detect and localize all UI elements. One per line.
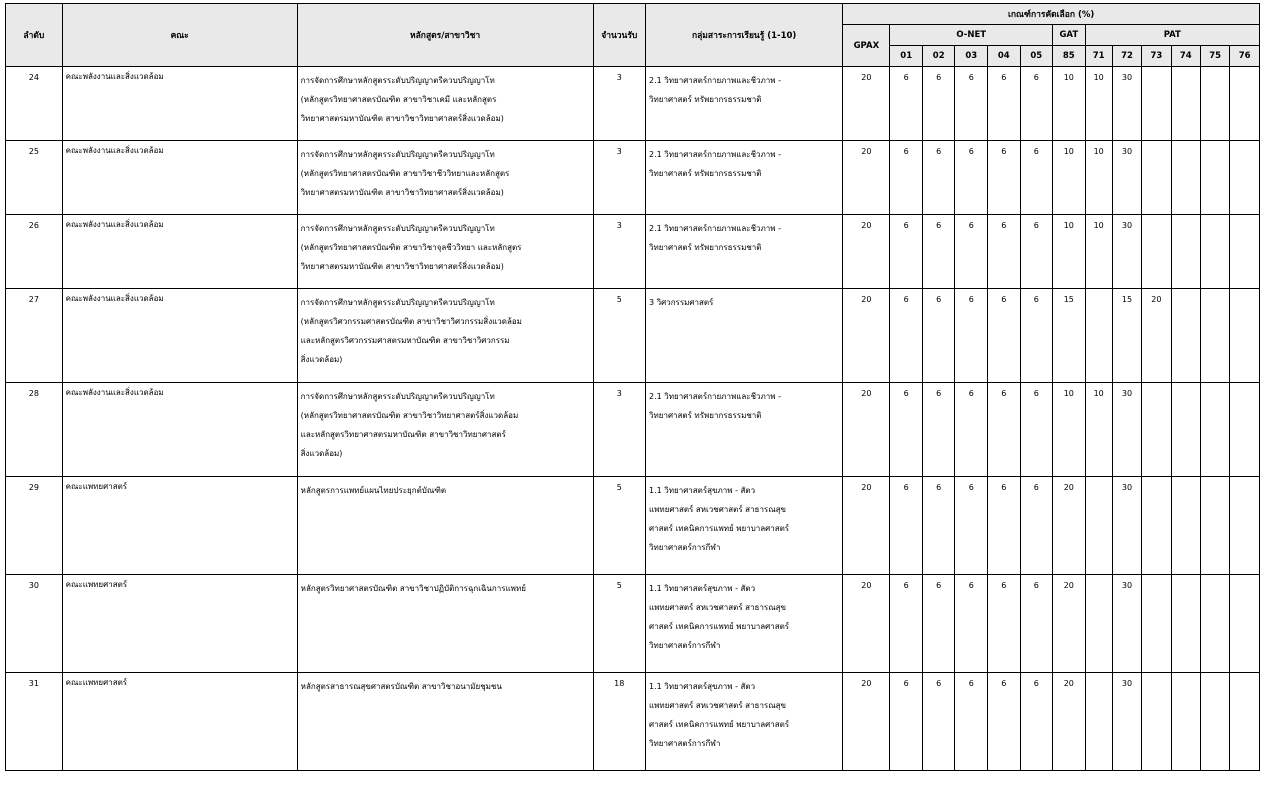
cell-score-pat-74 <box>1171 383 1200 477</box>
cell-score-onet-04: 6 <box>988 289 1021 383</box>
cell-learning-group <box>646 289 843 383</box>
group-line: วิทยาศาสตร์ ทรัพยากรธรรมชาติ <box>649 243 762 252</box>
cell-faculty: คณะพลังงานและสิ่งแวดล้อม <box>62 141 297 215</box>
cell-score-onet-03: 6 <box>955 477 988 575</box>
cell-score-pat-74 <box>1171 215 1200 289</box>
cell-score-onet-02: 6 <box>922 67 955 141</box>
table-row <box>6 383 1260 477</box>
cell-learning-group <box>646 67 843 141</box>
cell-score-pat-71 <box>1085 575 1112 673</box>
cell-score-onet-04: 6 <box>988 477 1021 575</box>
cell-score-pat-71: 10 <box>1085 215 1112 289</box>
cell-program <box>297 477 593 575</box>
cell-score-onet-01: 6 <box>890 215 923 289</box>
cell-score-onet-04: 6 <box>988 141 1021 215</box>
cell-score-pat-74 <box>1171 575 1200 673</box>
cell-score-onet-05: 6 <box>1020 673 1053 771</box>
header-quota: จำนวนรับ <box>593 4 645 67</box>
table-header <box>6 4 1260 67</box>
table-row <box>6 67 1260 141</box>
header-onet-sub: 02 <box>922 46 955 67</box>
cell-score-pat-73 <box>1142 141 1171 215</box>
cell-faculty: คณะแพทยศาสตร์ <box>62 575 297 673</box>
header-onet: O-NET <box>890 25 1053 46</box>
cell-score-pat-75 <box>1200 383 1229 477</box>
cell-seq: 30 <box>6 575 63 673</box>
cell-score-gpax: 20 <box>843 477 890 575</box>
cell-score-pat-75 <box>1200 215 1229 289</box>
cell-score-onet-01: 6 <box>890 67 923 141</box>
cell-quota: 18 <box>593 673 645 771</box>
cell-score-onet-03: 6 <box>955 383 988 477</box>
header-gat-sub: 85 <box>1053 46 1086 67</box>
cell-score-gpax: 20 <box>843 289 890 383</box>
cell-score-gpax: 20 <box>843 141 890 215</box>
header-gat: GAT <box>1053 25 1086 46</box>
header-program: หลักสูตร/สาขาวิชา <box>297 4 593 67</box>
program-line: การจัดการศึกษาหลักสูตรระดับปริญญาตรีควบปริญญาโท <box>300 224 495 233</box>
cell-score-onet-01: 6 <box>890 575 923 673</box>
group-line: 2.1 วิทยาศาสตร์กายภาพและชีวภาพ - <box>649 150 781 159</box>
header-pat-sub: 71 <box>1085 46 1112 67</box>
cell-score-pat-72: 30 <box>1112 477 1141 575</box>
cell-program <box>297 215 593 289</box>
cell-faculty: คณะพลังงานและสิ่งแวดล้อม <box>62 383 297 477</box>
group-line: ศาสตร์ เทคนิคการแพทย์ พยาบาลศาสตร์ <box>649 622 790 631</box>
cell-learning-group <box>646 141 843 215</box>
cell-score-pat-73 <box>1142 215 1171 289</box>
header-pat-sub: 76 <box>1230 46 1260 67</box>
cell-score-gpax: 20 <box>843 67 890 141</box>
cell-seq: 26 <box>6 215 63 289</box>
cell-learning-group <box>646 215 843 289</box>
cell-quota: 3 <box>593 383 645 477</box>
cell-score-pat-76 <box>1230 141 1260 215</box>
header-faculty: คณะ <box>62 4 297 67</box>
cell-quota: 3 <box>593 215 645 289</box>
program-line: (หลักสูตรวิศวกรรมศาสตรบัณฑิต สาขาวิชาวิศวกรรมสิ่งแวดล้อม <box>300 317 522 326</box>
cell-score-onet-03: 6 <box>955 575 988 673</box>
group-line: แพทยศาสตร์ สหเวชศาสตร์ สาธารณสุข <box>649 701 786 710</box>
cell-score-onet-05: 6 <box>1020 67 1053 141</box>
cell-seq: 29 <box>6 477 63 575</box>
cell-score-onet-02: 6 <box>922 477 955 575</box>
cell-score-onet-03: 6 <box>955 67 988 141</box>
group-line: วิทยาศาสตร์การกีฬา <box>649 641 721 650</box>
table-row <box>6 673 1260 771</box>
cell-score-pat-71 <box>1085 673 1112 771</box>
cell-score-onet-02: 6 <box>922 141 955 215</box>
cell-score-onet-03: 6 <box>955 141 988 215</box>
cell-score-pat-72: 30 <box>1112 141 1141 215</box>
cell-score-pat-71 <box>1085 289 1112 383</box>
cell-seq: 24 <box>6 67 63 141</box>
group-line: 3 วิศวกรรมศาสตร์ <box>649 298 714 307</box>
cell-score-pat-75 <box>1200 141 1229 215</box>
cell-score-pat-75 <box>1200 477 1229 575</box>
cell-score-pat-73: 20 <box>1142 289 1171 383</box>
header-criteria: เกณฑ์การคัดเลือก (%) <box>843 4 1260 25</box>
cell-score-gat-85: 10 <box>1053 67 1086 141</box>
header-onet-sub: 03 <box>955 46 988 67</box>
cell-program <box>297 67 593 141</box>
cell-quota: 3 <box>593 67 645 141</box>
cell-score-pat-72: 30 <box>1112 673 1141 771</box>
program-line: หลักสูตรการแพทย์แผนไทยประยุกต์บัณฑิต <box>300 486 447 495</box>
cell-score-pat-74 <box>1171 673 1200 771</box>
cell-program <box>297 383 593 477</box>
cell-score-onet-01: 6 <box>890 289 923 383</box>
cell-learning-group <box>646 673 843 771</box>
cell-faculty: คณะพลังงานและสิ่งแวดล้อม <box>62 67 297 141</box>
header-onet-sub: 05 <box>1020 46 1053 67</box>
cell-score-gat-85: 20 <box>1053 673 1086 771</box>
program-line: (หลักสูตรวิทยาศาสตรบัณฑิต สาขาวิชาวิทยาศาสตร์สิ่งแวดล้อม <box>300 411 519 420</box>
cell-score-onet-05: 6 <box>1020 383 1053 477</box>
cell-score-onet-05: 6 <box>1020 215 1053 289</box>
program-line: การจัดการศึกษาหลักสูตรระดับปริญญาตรีควบปริญญาโท <box>300 298 495 307</box>
cell-faculty: คณะแพทยศาสตร์ <box>62 673 297 771</box>
program-line: การจัดการศึกษาหลักสูตรระดับปริญญาตรีควบปริญญาโท <box>300 76 495 85</box>
group-line: วิทยาศาสตร์ ทรัพยากรธรรมชาติ <box>649 95 762 104</box>
cell-program <box>297 575 593 673</box>
cell-score-gat-85: 15 <box>1053 289 1086 383</box>
cell-score-onet-02: 6 <box>922 289 955 383</box>
program-line: การจัดการศึกษาหลักสูตรระดับปริญญาตรีควบปริญญาโท <box>300 150 495 159</box>
header-onet-sub: 01 <box>890 46 923 67</box>
cell-score-pat-76 <box>1230 215 1260 289</box>
group-line: วิทยาศาสตร์ ทรัพยากรธรรมชาติ <box>649 411 762 420</box>
header-gpax: GPAX <box>843 25 890 67</box>
table-body <box>6 67 1260 771</box>
program-line: หลักสูตรสาธารณสุขศาสตรบัณฑิต สาขาวิชาอนามัยชุมชน <box>300 682 502 691</box>
program-line: (หลักสูตรวิทยาศาสตรบัณฑิต สาขาวิชาชีววิทยาและหลักสูตร <box>300 169 510 178</box>
cell-score-pat-73 <box>1142 477 1171 575</box>
group-line: ศาสตร์ เทคนิคการแพทย์ พยาบาลศาสตร์ <box>649 524 790 533</box>
cell-score-gpax: 20 <box>843 673 890 771</box>
header-learning-group: กลุ่มสาระการเรียนรู้ (1-10) <box>646 4 843 67</box>
admission-criteria-sheet <box>5 3 1260 771</box>
group-line: ศาสตร์ เทคนิคการแพทย์ พยาบาลศาสตร์ <box>649 720 790 729</box>
cell-faculty: คณะพลังงานและสิ่งแวดล้อม <box>62 215 297 289</box>
cell-score-pat-71: 10 <box>1085 67 1112 141</box>
group-line: วิทยาศาสตร์การกีฬา <box>649 739 721 748</box>
cell-faculty: คณะแพทยศาสตร์ <box>62 477 297 575</box>
group-line: 1.1 วิทยาศาสตร์สุขภาพ - สัตว <box>649 682 756 691</box>
cell-learning-group <box>646 383 843 477</box>
cell-score-onet-05: 6 <box>1020 477 1053 575</box>
group-line: 1.1 วิทยาศาสตร์สุขภาพ - สัตว <box>649 584 756 593</box>
cell-score-onet-02: 6 <box>922 673 955 771</box>
cell-score-onet-01: 6 <box>890 673 923 771</box>
cell-score-onet-03: 6 <box>955 673 988 771</box>
cell-score-pat-73 <box>1142 67 1171 141</box>
cell-score-onet-02: 6 <box>922 215 955 289</box>
cell-score-pat-75 <box>1200 67 1229 141</box>
admission-criteria-table <box>5 3 1260 771</box>
cell-score-onet-01: 6 <box>890 141 923 215</box>
cell-score-onet-03: 6 <box>955 289 988 383</box>
cell-score-pat-73 <box>1142 673 1171 771</box>
header-seq: ลำดับ <box>6 4 63 67</box>
cell-score-gat-85: 10 <box>1053 215 1086 289</box>
table-row <box>6 289 1260 383</box>
cell-score-onet-01: 6 <box>890 477 923 575</box>
group-line: วิทยาศาสตร์การกีฬา <box>649 543 721 552</box>
cell-faculty: คณะพลังงานและสิ่งแวดล้อม <box>62 289 297 383</box>
program-line: สิ่งแวดล้อม) <box>300 449 343 458</box>
cell-program <box>297 673 593 771</box>
cell-score-pat-71 <box>1085 477 1112 575</box>
cell-score-gpax: 20 <box>843 575 890 673</box>
cell-score-onet-05: 6 <box>1020 289 1053 383</box>
program-line: (หลักสูตรวิทยาศาสตรบัณฑิต สาขาวิชาเคมี และหลักสูตร <box>300 95 497 104</box>
cell-quota: 5 <box>593 289 645 383</box>
table-row <box>6 575 1260 673</box>
header-pat-sub: 74 <box>1171 46 1200 67</box>
cell-learning-group <box>646 575 843 673</box>
cell-score-onet-04: 6 <box>988 575 1021 673</box>
cell-score-onet-04: 6 <box>988 383 1021 477</box>
header-pat-sub: 72 <box>1112 46 1141 67</box>
cell-score-onet-04: 6 <box>988 215 1021 289</box>
cell-score-pat-74 <box>1171 477 1200 575</box>
cell-score-pat-72: 30 <box>1112 215 1141 289</box>
cell-score-pat-75 <box>1200 673 1229 771</box>
cell-score-pat-76 <box>1230 67 1260 141</box>
program-line: และหลักสูตรวิทยาศาสตรมหาบัณฑิต สาขาวิชาวิทยาศาสตร์ <box>300 430 506 439</box>
cell-quota: 5 <box>593 477 645 575</box>
cell-seq: 27 <box>6 289 63 383</box>
cell-score-pat-74 <box>1171 141 1200 215</box>
group-line: แพทยศาสตร์ สหเวชศาสตร์ สาธารณสุข <box>649 505 786 514</box>
cell-program <box>297 141 593 215</box>
cell-score-onet-04: 6 <box>988 673 1021 771</box>
cell-score-pat-72: 30 <box>1112 67 1141 141</box>
cell-score-pat-75 <box>1200 289 1229 383</box>
program-line: วิทยาศาสตรมหาบัณฑิต สาขาวิชาวิทยาศาสตร์สิ่งแวดล้อม) <box>300 114 504 123</box>
cell-score-onet-05: 6 <box>1020 141 1053 215</box>
group-line: วิทยาศาสตร์ ทรัพยากรธรรมชาติ <box>649 169 762 178</box>
cell-seq: 31 <box>6 673 63 771</box>
table-row <box>6 215 1260 289</box>
table-row <box>6 477 1260 575</box>
cell-score-pat-76 <box>1230 575 1260 673</box>
cell-score-gat-85: 20 <box>1053 575 1086 673</box>
cell-score-gat-85: 10 <box>1053 141 1086 215</box>
program-line: หลักสูตรวิทยาศาสตรบัณฑิต สาขาวิชาปฏิบัติการฉุกเฉินการแพทย์ <box>300 584 526 593</box>
cell-score-gat-85: 10 <box>1053 383 1086 477</box>
header-onet-sub: 04 <box>988 46 1021 67</box>
cell-score-gat-85: 20 <box>1053 477 1086 575</box>
program-line: วิทยาศาสตรมหาบัณฑิต สาขาวิชาวิทยาศาสตร์สิ่งแวดล้อม) <box>300 188 504 197</box>
cell-score-pat-72: 15 <box>1112 289 1141 383</box>
cell-score-pat-71: 10 <box>1085 141 1112 215</box>
cell-score-gpax: 20 <box>843 215 890 289</box>
cell-score-gpax: 20 <box>843 383 890 477</box>
group-line: 2.1 วิทยาศาสตร์กายภาพและชีวภาพ - <box>649 392 781 401</box>
cell-quota: 5 <box>593 575 645 673</box>
cell-score-pat-74 <box>1171 289 1200 383</box>
cell-score-pat-73 <box>1142 383 1171 477</box>
cell-score-onet-02: 6 <box>922 383 955 477</box>
cell-learning-group <box>646 477 843 575</box>
cell-score-onet-05: 6 <box>1020 575 1053 673</box>
cell-score-pat-75 <box>1200 575 1229 673</box>
program-line: และหลักสูตรวิศวกรรมศาสตรมหาบัณฑิต สาขาวิชาวิศวกรรม <box>300 336 510 345</box>
cell-seq: 28 <box>6 383 63 477</box>
cell-score-pat-73 <box>1142 575 1171 673</box>
program-line: สิ่งแวดล้อม) <box>300 355 343 364</box>
program-line: (หลักสูตรวิทยาศาสตรบัณฑิต สาขาวิชาจุลชีววิทยา และหลักสูตร <box>300 243 522 252</box>
cell-score-pat-76 <box>1230 383 1260 477</box>
cell-score-pat-76 <box>1230 673 1260 771</box>
cell-score-onet-04: 6 <box>988 67 1021 141</box>
cell-program <box>297 289 593 383</box>
cell-score-onet-01: 6 <box>890 383 923 477</box>
group-line: 1.1 วิทยาศาสตร์สุขภาพ - สัตว <box>649 486 756 495</box>
cell-score-pat-71: 10 <box>1085 383 1112 477</box>
cell-score-onet-02: 6 <box>922 575 955 673</box>
table-row <box>6 141 1260 215</box>
cell-seq: 25 <box>6 141 63 215</box>
cell-score-onet-03: 6 <box>955 215 988 289</box>
cell-score-pat-74 <box>1171 67 1200 141</box>
group-line: 2.1 วิทยาศาสตร์กายภาพและชีวภาพ - <box>649 76 781 85</box>
header-pat-sub: 73 <box>1142 46 1171 67</box>
cell-score-pat-72: 30 <box>1112 383 1141 477</box>
cell-quota: 3 <box>593 141 645 215</box>
header-pat: PAT <box>1085 25 1259 46</box>
cell-score-pat-76 <box>1230 477 1260 575</box>
cell-score-pat-76 <box>1230 289 1260 383</box>
group-line: แพทยศาสตร์ สหเวชศาสตร์ สาธารณสุข <box>649 603 786 612</box>
group-line: 2.1 วิทยาศาสตร์กายภาพและชีวภาพ - <box>649 224 781 233</box>
program-line: การจัดการศึกษาหลักสูตรระดับปริญญาตรีควบปริญญาโท <box>300 392 495 401</box>
header-pat-sub: 75 <box>1200 46 1229 67</box>
cell-score-pat-72: 30 <box>1112 575 1141 673</box>
program-line: วิทยาศาสตรมหาบัณฑิต สาขาวิชาวิทยาศาสตร์สิ่งแวดล้อม) <box>300 262 504 271</box>
